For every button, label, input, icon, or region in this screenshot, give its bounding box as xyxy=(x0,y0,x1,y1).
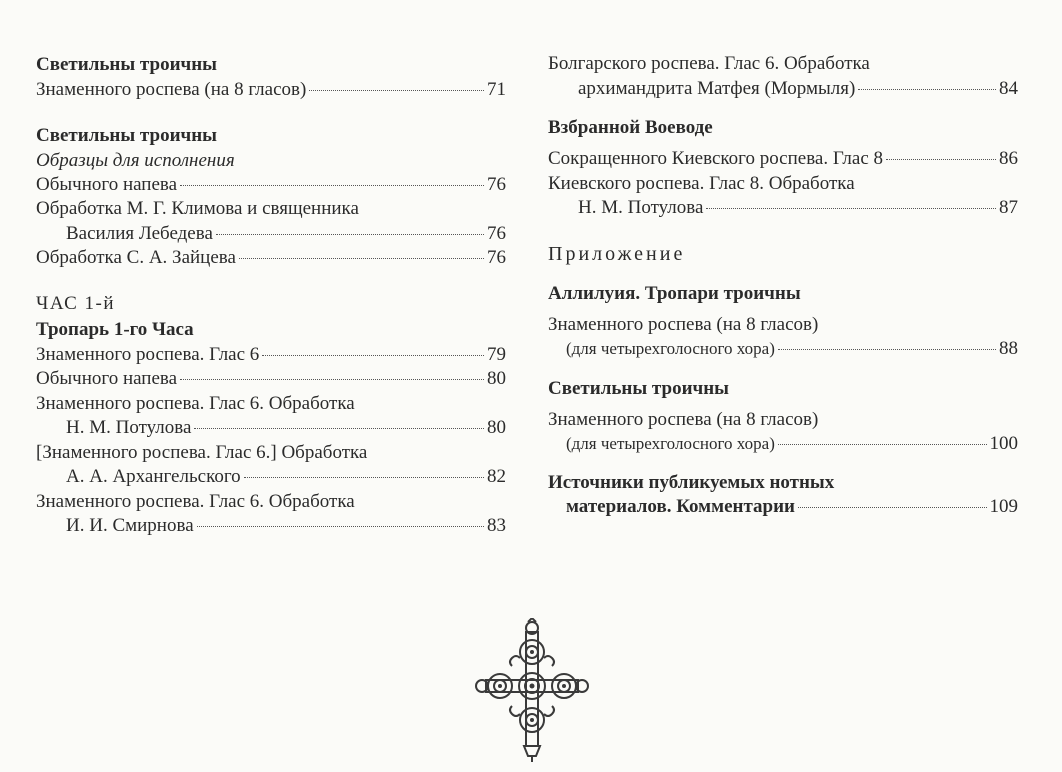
section-heading: Светильны троичны xyxy=(548,377,730,399)
page-number: 80 xyxy=(487,368,506,389)
entry-title-line: Киевского роспева. Глас 8. Обработка xyxy=(548,172,855,194)
appendix-heading: Приложение xyxy=(548,242,686,265)
dot-leader xyxy=(180,379,484,380)
entry-title: Знаменного роспева. Глас 6 xyxy=(36,343,260,365)
toc-entry[interactable] xyxy=(36,392,506,441)
dot-leader xyxy=(778,349,996,350)
dot-leader xyxy=(197,526,484,527)
dot-leader xyxy=(858,89,996,90)
entry-title: материалов. Комментарии xyxy=(566,496,795,517)
toc-entry[interactable] xyxy=(548,172,1018,221)
entry-title: (для четырехголосного хора) xyxy=(566,434,775,453)
dot-leader xyxy=(778,444,987,445)
toc-entry[interactable] xyxy=(548,52,1018,101)
toc-entry[interactable] xyxy=(548,147,1018,172)
page-number: 109 xyxy=(989,496,1018,517)
entry-title: Василия Лебедева xyxy=(66,222,213,244)
toc-entry[interactable] xyxy=(36,490,506,539)
toc-entry[interactable] xyxy=(36,78,506,103)
page-number: 76 xyxy=(487,247,506,268)
dot-leader xyxy=(216,234,484,235)
dot-leader xyxy=(798,507,987,508)
page-number: 87 xyxy=(999,197,1018,218)
page-number: 76 xyxy=(487,222,506,244)
toc-right-column xyxy=(548,52,1018,520)
entry-title-line: Знаменного роспева (на 8 гласов) xyxy=(548,313,819,335)
entry-title: Н. М. Потулова xyxy=(578,197,704,218)
dot-leader xyxy=(886,159,996,160)
toc-entry[interactable] xyxy=(36,173,506,198)
section-heading: Светильны троичны xyxy=(36,124,218,146)
entry-title: (для четырехголосного хора) xyxy=(566,339,775,358)
toc-entry[interactable] xyxy=(36,343,506,368)
orthodox-cross-ornament-icon xyxy=(472,618,592,764)
entry-title: Знаменного роспева (на 8 гласов) xyxy=(36,79,307,100)
entry-title-line: Источники публикуемых нотных xyxy=(548,471,835,493)
dot-leader xyxy=(706,208,996,209)
page-number: 88 xyxy=(999,338,1018,359)
entry-title: А. А. Архангельского xyxy=(66,466,241,487)
page-number: 71 xyxy=(487,79,506,100)
section-subheading: Образцы для исполнения xyxy=(36,149,235,171)
dot-leader xyxy=(180,185,484,186)
section-heading: Аллилуия. Тропари троичны xyxy=(548,282,801,304)
toc-entry[interactable] xyxy=(548,313,1018,362)
toc-entry[interactable] xyxy=(548,408,1018,457)
toc-entry[interactable] xyxy=(36,441,506,490)
entry-title-line: [Знаменного роспева. Глас 6.] Обработка xyxy=(36,441,368,463)
entry-title: Обработка С. А. Зайцева xyxy=(36,247,236,268)
dot-leader xyxy=(239,258,484,259)
toc-left-column xyxy=(36,52,506,539)
page-number: 82 xyxy=(487,466,506,487)
section-heading: Светильны троичны xyxy=(36,54,218,75)
dot-leader xyxy=(262,355,484,356)
page-number: 80 xyxy=(487,417,506,438)
entry-title: Сокращенного Киевского роспева. Глас 8 xyxy=(548,148,884,169)
entry-title: Обычного напева xyxy=(36,173,178,195)
section-heading: Тропарь 1-го Часа xyxy=(36,318,194,340)
page-number: 100 xyxy=(989,433,1018,454)
page-number: 83 xyxy=(487,515,506,536)
entry-title: И. И. Смирнова xyxy=(66,515,194,536)
page-number: 84 xyxy=(999,77,1018,99)
entry-title: Обычного напева xyxy=(36,368,178,389)
page-number: 79 xyxy=(487,343,506,365)
page-number: 76 xyxy=(487,173,506,195)
section-heading: Взбранной Воеводе xyxy=(548,117,713,138)
page-number: 86 xyxy=(999,148,1018,169)
dot-leader xyxy=(244,477,484,478)
dot-leader xyxy=(194,428,484,429)
entry-title-line: Обработка М. Г. Климова и священника xyxy=(36,198,359,219)
entry-title-line: Болгарского роспева. Глас 6. Обработка xyxy=(548,53,870,74)
toc-entry[interactable] xyxy=(36,246,506,271)
entry-title-line: Знаменного роспева. Глас 6. Обработка xyxy=(36,490,355,512)
toc-entry[interactable] xyxy=(36,367,506,392)
dot-leader xyxy=(309,90,484,91)
toc-entry[interactable] xyxy=(36,197,506,246)
entry-title: архимандрита Матфея (Мормыля) xyxy=(578,77,856,99)
entry-title: Н. М. Потулова xyxy=(66,417,192,438)
entry-title-line: Знаменного роспева (на 8 гласов) xyxy=(548,408,819,430)
part-heading: ЧАС 1-й xyxy=(36,292,116,314)
entry-title-line: Знаменного роспева. Глас 6. Обработка xyxy=(36,392,355,414)
toc-entry[interactable] xyxy=(548,471,1018,520)
